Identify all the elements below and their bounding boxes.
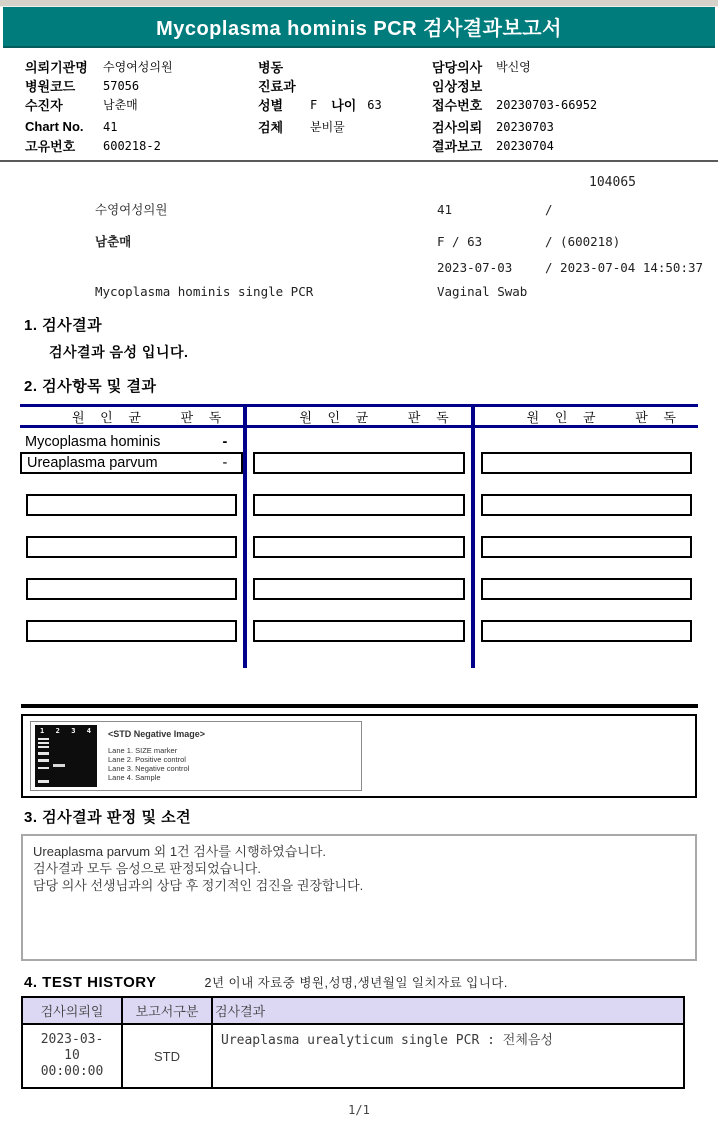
gel-marker-band [38,752,49,755]
empty-result-box [26,536,237,558]
header-divider [0,160,718,162]
field-label: 수진자 [25,98,63,113]
info-row [432,57,712,76]
empty-result-box [26,620,237,642]
col-header-pathogen: 원 인 균 [526,409,602,425]
info-row [25,57,258,76]
info-row [258,57,432,76]
summary-specimen: Vaginal Swab [437,284,528,299]
summary-chart-no: 41 [437,202,453,217]
section4-note: 2년 이내 자료중 병원,성명,생년월일 일치자료 입니다. [204,976,508,990]
history-result: Ureaplasma urealyticum single PCR : 전체음성 [212,1024,684,1088]
field-value: 남춘매 [103,98,138,112]
gel-image-panel [30,721,362,791]
info-column-right [432,57,712,155]
gel-marker-band [38,780,49,783]
empty-result-box [481,536,692,558]
section4-title: 4. TEST HISTORY [24,974,157,991]
col-header-pathogen: 원 인 균 [72,409,147,425]
col-header-pathogen: 원 인 균 [299,409,375,425]
info-row [25,76,258,95]
results-table [20,404,698,668]
gel-legend-line: Lane 1. SIZE marker [108,746,178,755]
summary-row [95,200,718,218]
summary-test-name: Mycoplasma hominis single PCR [95,284,314,299]
opinion-line: 담당 의사 선생님과의 상담 후 정기적인 검진을 권장합니다. [33,878,364,893]
test-history-table [21,996,685,1089]
col-header-reading: 판 독 [180,409,228,425]
info-column-middle [258,57,432,155]
empty-result-box [481,494,692,516]
field-label: 병원코드 [25,79,76,94]
summary-patient-name: 남춘매 [95,234,132,249]
gel-legend-line: Lane 4. Sample [108,773,161,782]
results-column-body [475,428,698,668]
info-row [258,95,432,114]
empty-result-box [481,620,692,642]
result-value: - [222,433,228,450]
field-label: 검체 [258,120,284,135]
info-row [25,136,258,155]
summary-clinic: 수영여성의원 [95,202,168,217]
gel-marker-band [38,759,49,762]
history-header-row [22,997,684,1024]
info-row [432,117,712,136]
field-value: F [310,97,318,112]
patient-info-header [0,48,718,155]
field-label: 성별 [258,98,284,113]
opinion-line: Ureaplasma parvum 외 1건 검사를 시행하였습니다. [33,844,327,859]
summary-request-date: 2023-07-03 [437,260,513,275]
pathogen-name: Ureaplasma parvum [27,455,158,471]
info-row [432,95,712,114]
gel-marker-band [38,767,49,769]
field-value: 수영여성의원 [103,60,173,74]
field-value: 20230703 [496,119,554,134]
section3-title: 3. 검사결과 판정 및 소견 [24,809,192,826]
result-row-boxed [20,452,243,474]
results-column-3 [475,404,698,668]
summary-birth-id: / (600218) [545,234,621,249]
field-value: 20230703-66952 [496,97,598,112]
info-row [258,76,432,95]
field-label: 결과보고 [432,139,483,154]
results-column-header [475,407,698,428]
field-label: 임상정보 [432,79,483,94]
results-column-header [247,407,470,428]
section4-header [0,973,718,991]
summary-block [95,200,718,299]
info-column-left [25,57,258,155]
history-header-date: 검사의뢰일 [22,997,122,1024]
gel-lane-number: 2 [55,727,60,735]
summary-row [95,232,718,250]
empty-result-box [26,578,237,600]
pathogen-name: Mycoplasma hominis [25,433,161,450]
field-label: 고유번호 [25,139,76,154]
col-header-reading: 판 독 [635,409,682,425]
field-label: 담당의사 [432,60,483,75]
report-title: Mycoplasma hominis PCR 검사결과보고서 [156,18,562,40]
image-section-divider [21,704,698,708]
field-value: 20230704 [496,138,554,153]
window-top-strip [0,0,718,7]
gel-legend-lines [108,746,205,782]
gel-legend-title: <STD Negative Image> [108,729,206,739]
result-value: - [222,455,228,471]
summary-row [95,284,718,299]
gel-lane-number: 3 [71,727,76,735]
results-column-1 [20,404,243,668]
history-header-type: 보고서구분 [122,997,212,1024]
gel-legend [108,725,205,787]
results-column-2 [243,404,474,668]
summary-slash: / [545,202,553,217]
history-date: 2023-03-10 00:00:00 [22,1024,122,1088]
empty-result-box [253,536,464,558]
field-label: 접수번호 [432,98,483,113]
field-value: 41 [103,119,118,134]
summary-row [95,260,718,275]
reference-number: 104065 [589,175,636,190]
empty-result-box [253,452,464,474]
info-row [432,76,712,95]
gel-marker-band [38,742,49,744]
gel-image-section [21,714,697,798]
report-title-banner [3,7,715,48]
section3-opinion-box [21,834,697,961]
opinion-line: 검사결과 모두 음성으로 판정되었습니다. [33,861,261,876]
history-header-result: 검사결과 [212,997,684,1024]
section2-title: 2. 검사항목 및 결과 [24,378,157,395]
empty-result-box [253,620,464,642]
field-label: 나이 [331,98,357,113]
field-label: 의뢰기관명 [25,60,88,75]
gel-legend-line: Lane 3. Negative control [108,764,190,773]
empty-result-box [253,494,464,516]
field-label: 검사의뢰 [432,120,483,135]
results-column-body [247,428,470,668]
info-row [432,136,712,155]
gel-electrophoresis-image [35,725,97,787]
summary-sex-age: F / 63 [437,234,483,249]
info-row [25,95,258,114]
gel-lane-numbers [35,725,97,735]
field-value: 600218-2 [103,138,161,153]
field-label: 병동 [258,60,284,75]
gel-positive-control-band [53,764,65,767]
gel-legend-line: Lane 2. Positive control [108,755,186,764]
history-report-type: STD [122,1024,212,1088]
empty-result-box [26,494,237,516]
field-value: 57056 [103,78,140,93]
section1-title: 1. 검사결과 [24,317,103,334]
field-label: 진료과 [258,79,296,94]
gel-lane-number: 4 [86,727,91,735]
summary-report-datetime: / 2023-07-04 14:50:37 [545,260,704,275]
info-row [25,117,258,136]
results-column-body [20,428,243,668]
page-number: 1/1 [348,1103,370,1117]
field-label: Chart No. [25,119,84,134]
empty-result-box [481,578,692,600]
empty-result-box [481,452,692,474]
result-row [20,431,243,452]
section1-result-text: 검사결과 음성 입니다. [49,344,189,360]
gel-lane-number: 1 [40,727,45,735]
gel-marker-band [38,746,49,748]
field-value: 63 [367,97,382,112]
info-row [258,117,432,136]
empty-result-box [253,578,464,600]
col-header-reading: 판 독 [407,409,455,425]
field-value: 분비물 [310,120,345,134]
gel-marker-band [38,738,49,740]
results-column-header [20,407,243,428]
field-value: 박신영 [496,60,531,74]
history-row [22,1024,684,1088]
